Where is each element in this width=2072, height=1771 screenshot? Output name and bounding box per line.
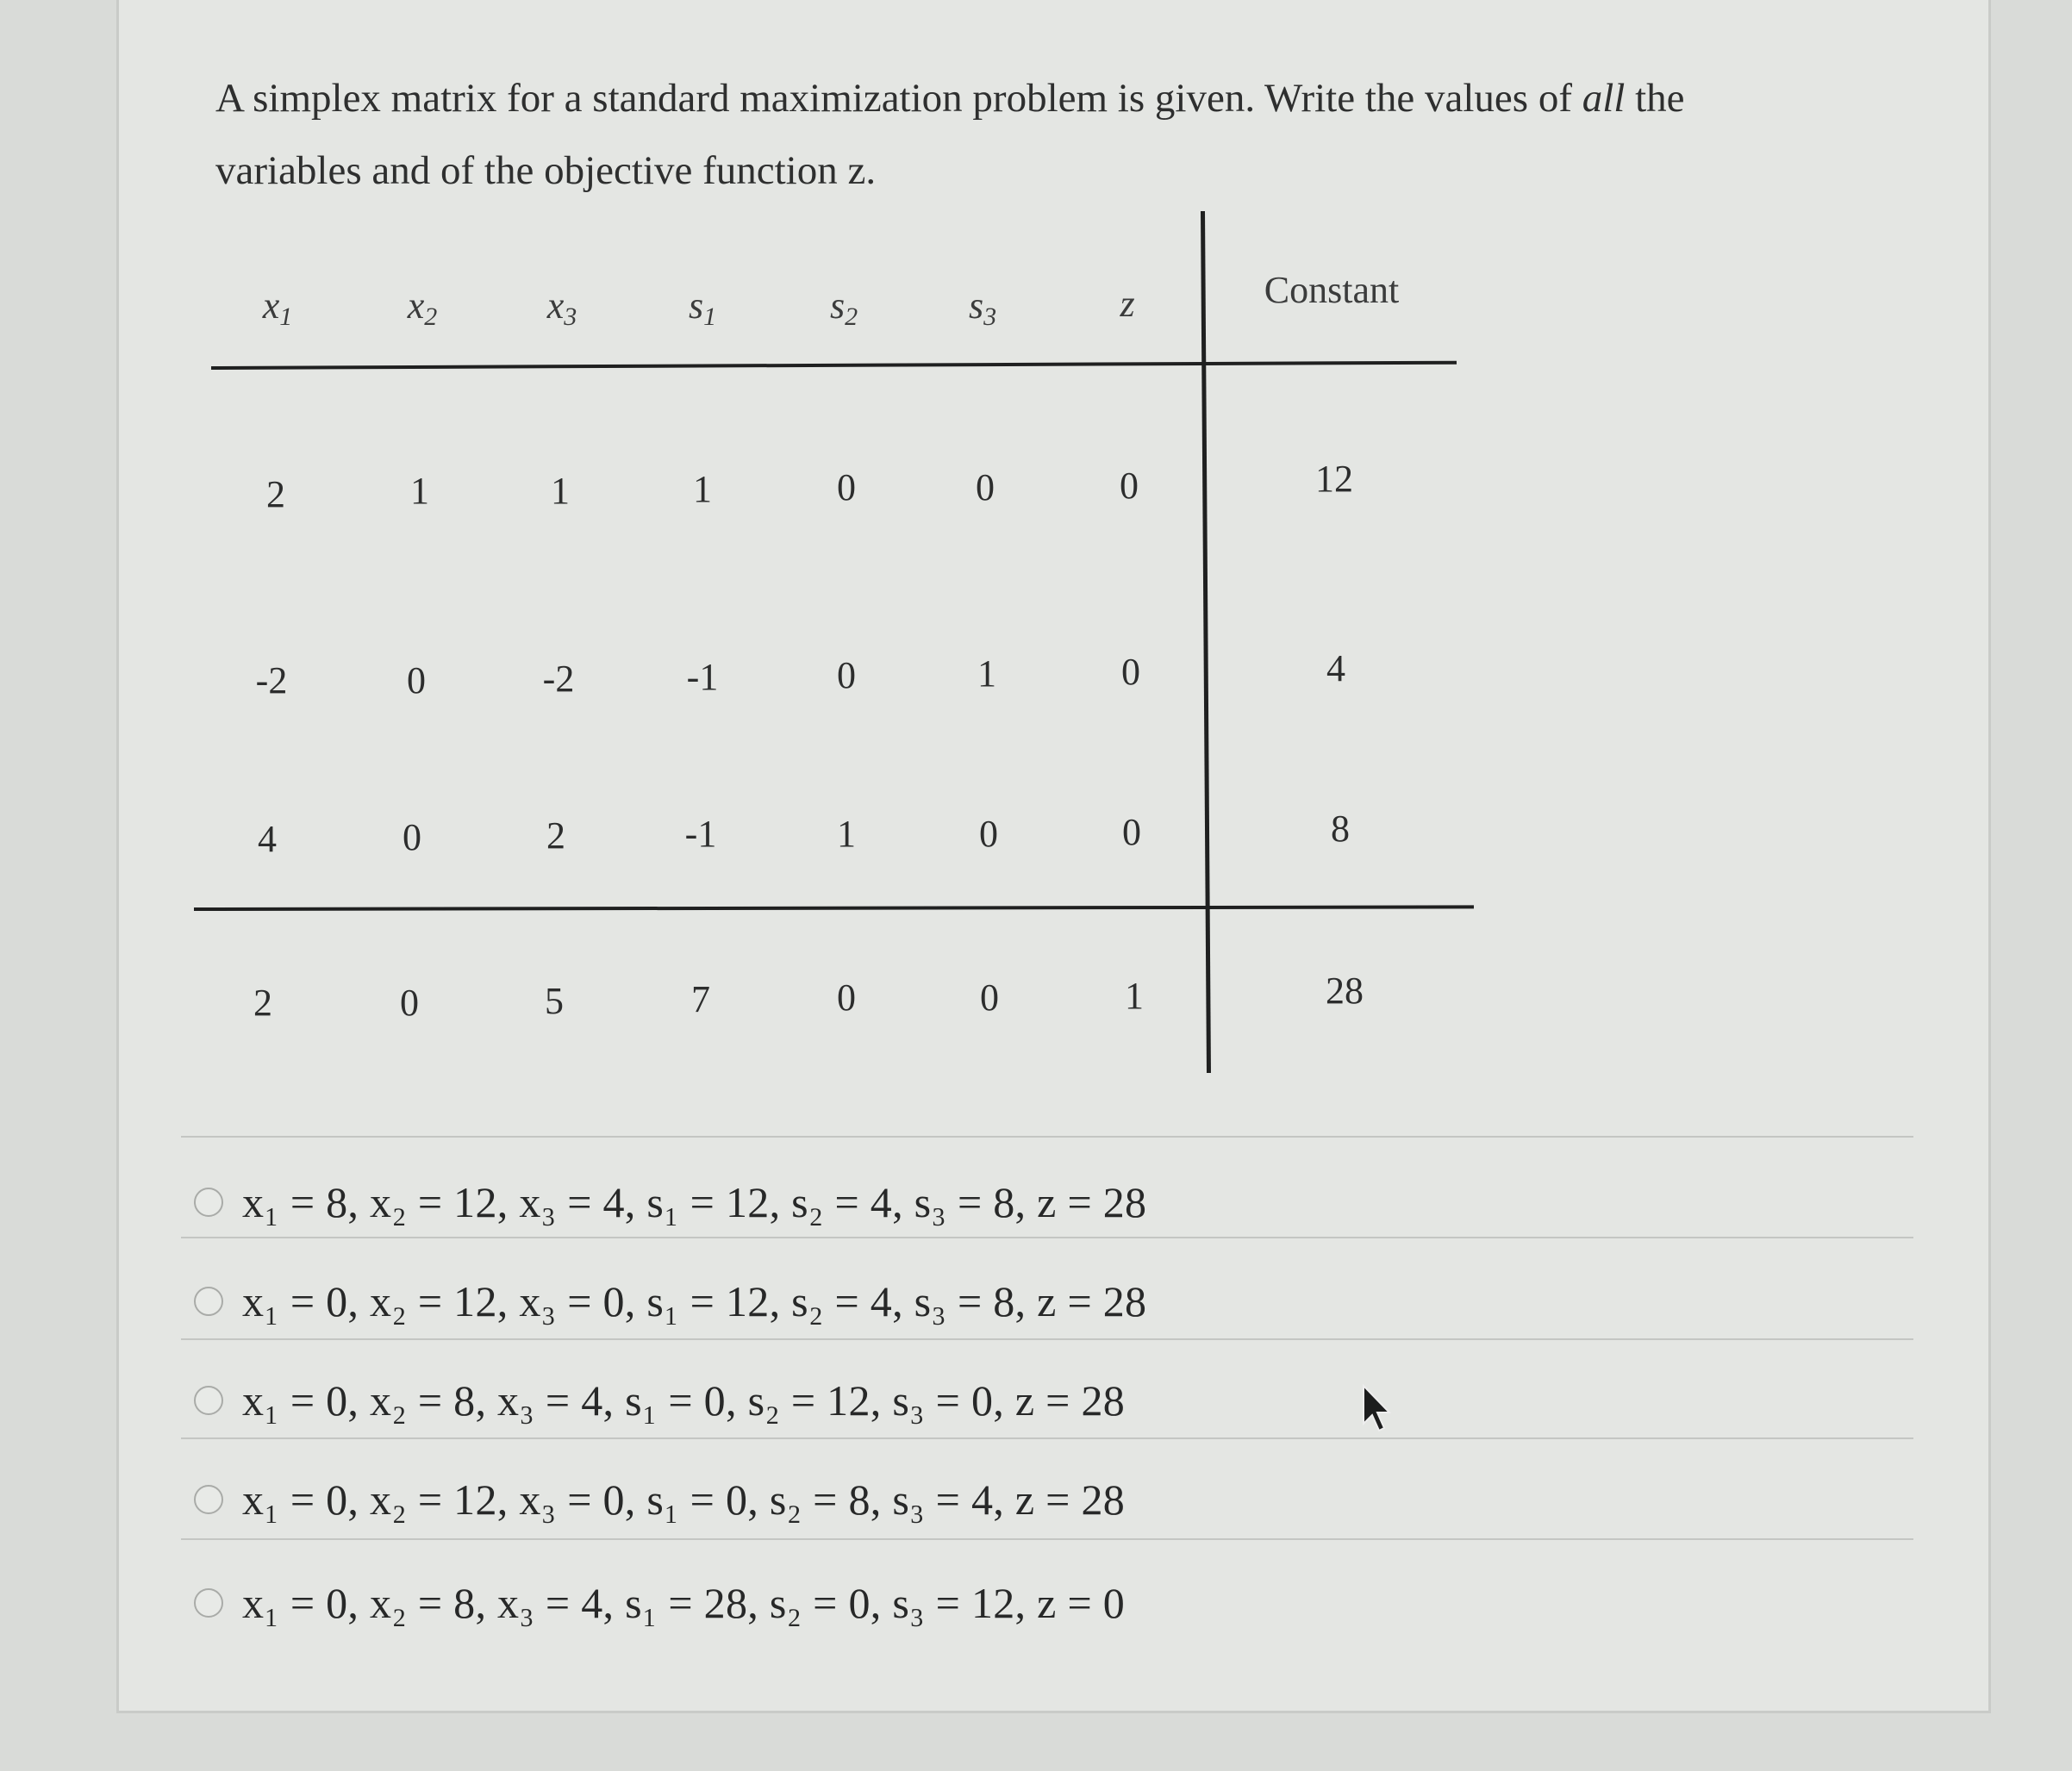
answer-option-4[interactable]	[194, 1469, 1125, 1530]
option-divider	[181, 1136, 1913, 1138]
matrix-cell: 0	[837, 976, 856, 1019]
question-text-start: A simplex matrix for a standard maximization problem is given. Write the values of	[215, 76, 1582, 121]
matrix-cell: 7	[691, 978, 710, 1020]
matrix-cell: 2	[546, 814, 565, 857]
header-x3: $x_3$	[546, 284, 577, 331]
matrix-cell: 2	[266, 473, 285, 515]
answer-option-3[interactable]	[194, 1370, 1125, 1431]
matrix-cell: 1	[551, 470, 570, 512]
matrix-cell: 1	[410, 470, 429, 512]
constant-divider	[1201, 211, 1211, 1073]
header-z: z	[1120, 283, 1135, 325]
header-x1: $x_1$	[262, 284, 293, 331]
matrix-cell: 1	[837, 813, 856, 855]
answer-option-label: x₁ = 0, x₂ = 12, x₃ = 0, s₁ = 0, s₂ = 8, s₃ = 4, z = 28	[242, 1475, 1126, 1524]
matrix-cell: 4	[1326, 647, 1345, 689]
arrow-cursor-icon	[1360, 1384, 1395, 1432]
matrix-cell: 0	[403, 816, 421, 858]
question-text-end: the variables and of the objective function z.	[215, 76, 1685, 193]
matrix-cell: 0	[407, 659, 426, 702]
answer-option-label: x₁ = 0, x₂ = 8, x₃ = 4, s₁ = 0, s₂ = 12, s₃ = 0, z = 28	[242, 1376, 1126, 1425]
matrix-cell: 28	[1326, 970, 1364, 1012]
objective-rule	[194, 905, 1474, 911]
matrix-cell: 0	[976, 466, 995, 508]
option-divider	[181, 1237, 1913, 1238]
radio-button[interactable]	[194, 1386, 223, 1415]
answer-option-label: x₁ = 8, x₂ = 12, x₃ = 4, s₁ = 12, s₂ = 4, s₃ = 8, z = 28	[242, 1178, 1147, 1226]
matrix-cell: 0	[1120, 465, 1139, 507]
matrix-cell: 0	[980, 976, 999, 1019]
matrix-cell: 0	[1122, 811, 1141, 853]
header-constant: Constant	[1264, 269, 1400, 311]
option-divider	[181, 1437, 1913, 1439]
answer-option-5[interactable]	[194, 1573, 1125, 1633]
option-divider	[181, 1338, 1913, 1340]
option-divider	[181, 1538, 1913, 1540]
matrix-cell: -1	[686, 656, 719, 698]
header-s2: $s_2$	[829, 284, 858, 331]
matrix-cell: 1	[977, 652, 996, 695]
matrix-cell: 0	[1121, 651, 1140, 693]
matrix-cell: 0	[400, 982, 419, 1024]
answer-option-label: x₁ = 0, x₂ = 12, x₃ = 0, s₁ = 12, s₂ = 4, s₃ = 8, z = 28	[242, 1277, 1147, 1325]
answer-option-label: x₁ = 0, x₂ = 8, x₃ = 4, s₁ = 28, s₂ = 0, s₃ = 12, z = 0	[242, 1579, 1126, 1627]
matrix-cell: 1	[693, 468, 712, 510]
answer-option-1[interactable]	[194, 1172, 1146, 1232]
matrix-cell: -2	[542, 658, 575, 700]
radio-button[interactable]	[194, 1287, 223, 1316]
header-s3: $s_3$	[968, 284, 997, 331]
radio-button[interactable]	[194, 1188, 223, 1217]
matrix-cell: 0	[837, 654, 856, 696]
matrix-cell: 5	[545, 980, 564, 1022]
matrix-cell: 1	[1125, 975, 1144, 1017]
question-emphasis: all	[1582, 76, 1626, 121]
answer-option-2[interactable]	[194, 1271, 1146, 1331]
header-x2: $x_2$	[407, 284, 438, 331]
matrix-cell: 2	[253, 982, 272, 1024]
matrix-cell: 4	[258, 818, 277, 860]
matrix-cell: -2	[255, 659, 288, 702]
matrix-cell: 0	[837, 466, 856, 508]
header-s1: $s_1$	[688, 284, 717, 331]
matrix-cell: 0	[979, 813, 998, 855]
matrix-cell: 12	[1315, 458, 1353, 500]
matrix-cell: 8	[1331, 808, 1350, 850]
radio-button[interactable]	[194, 1588, 223, 1618]
header-rule	[211, 361, 1457, 370]
matrix-cell: -1	[684, 813, 717, 855]
radio-button[interactable]	[194, 1485, 223, 1514]
